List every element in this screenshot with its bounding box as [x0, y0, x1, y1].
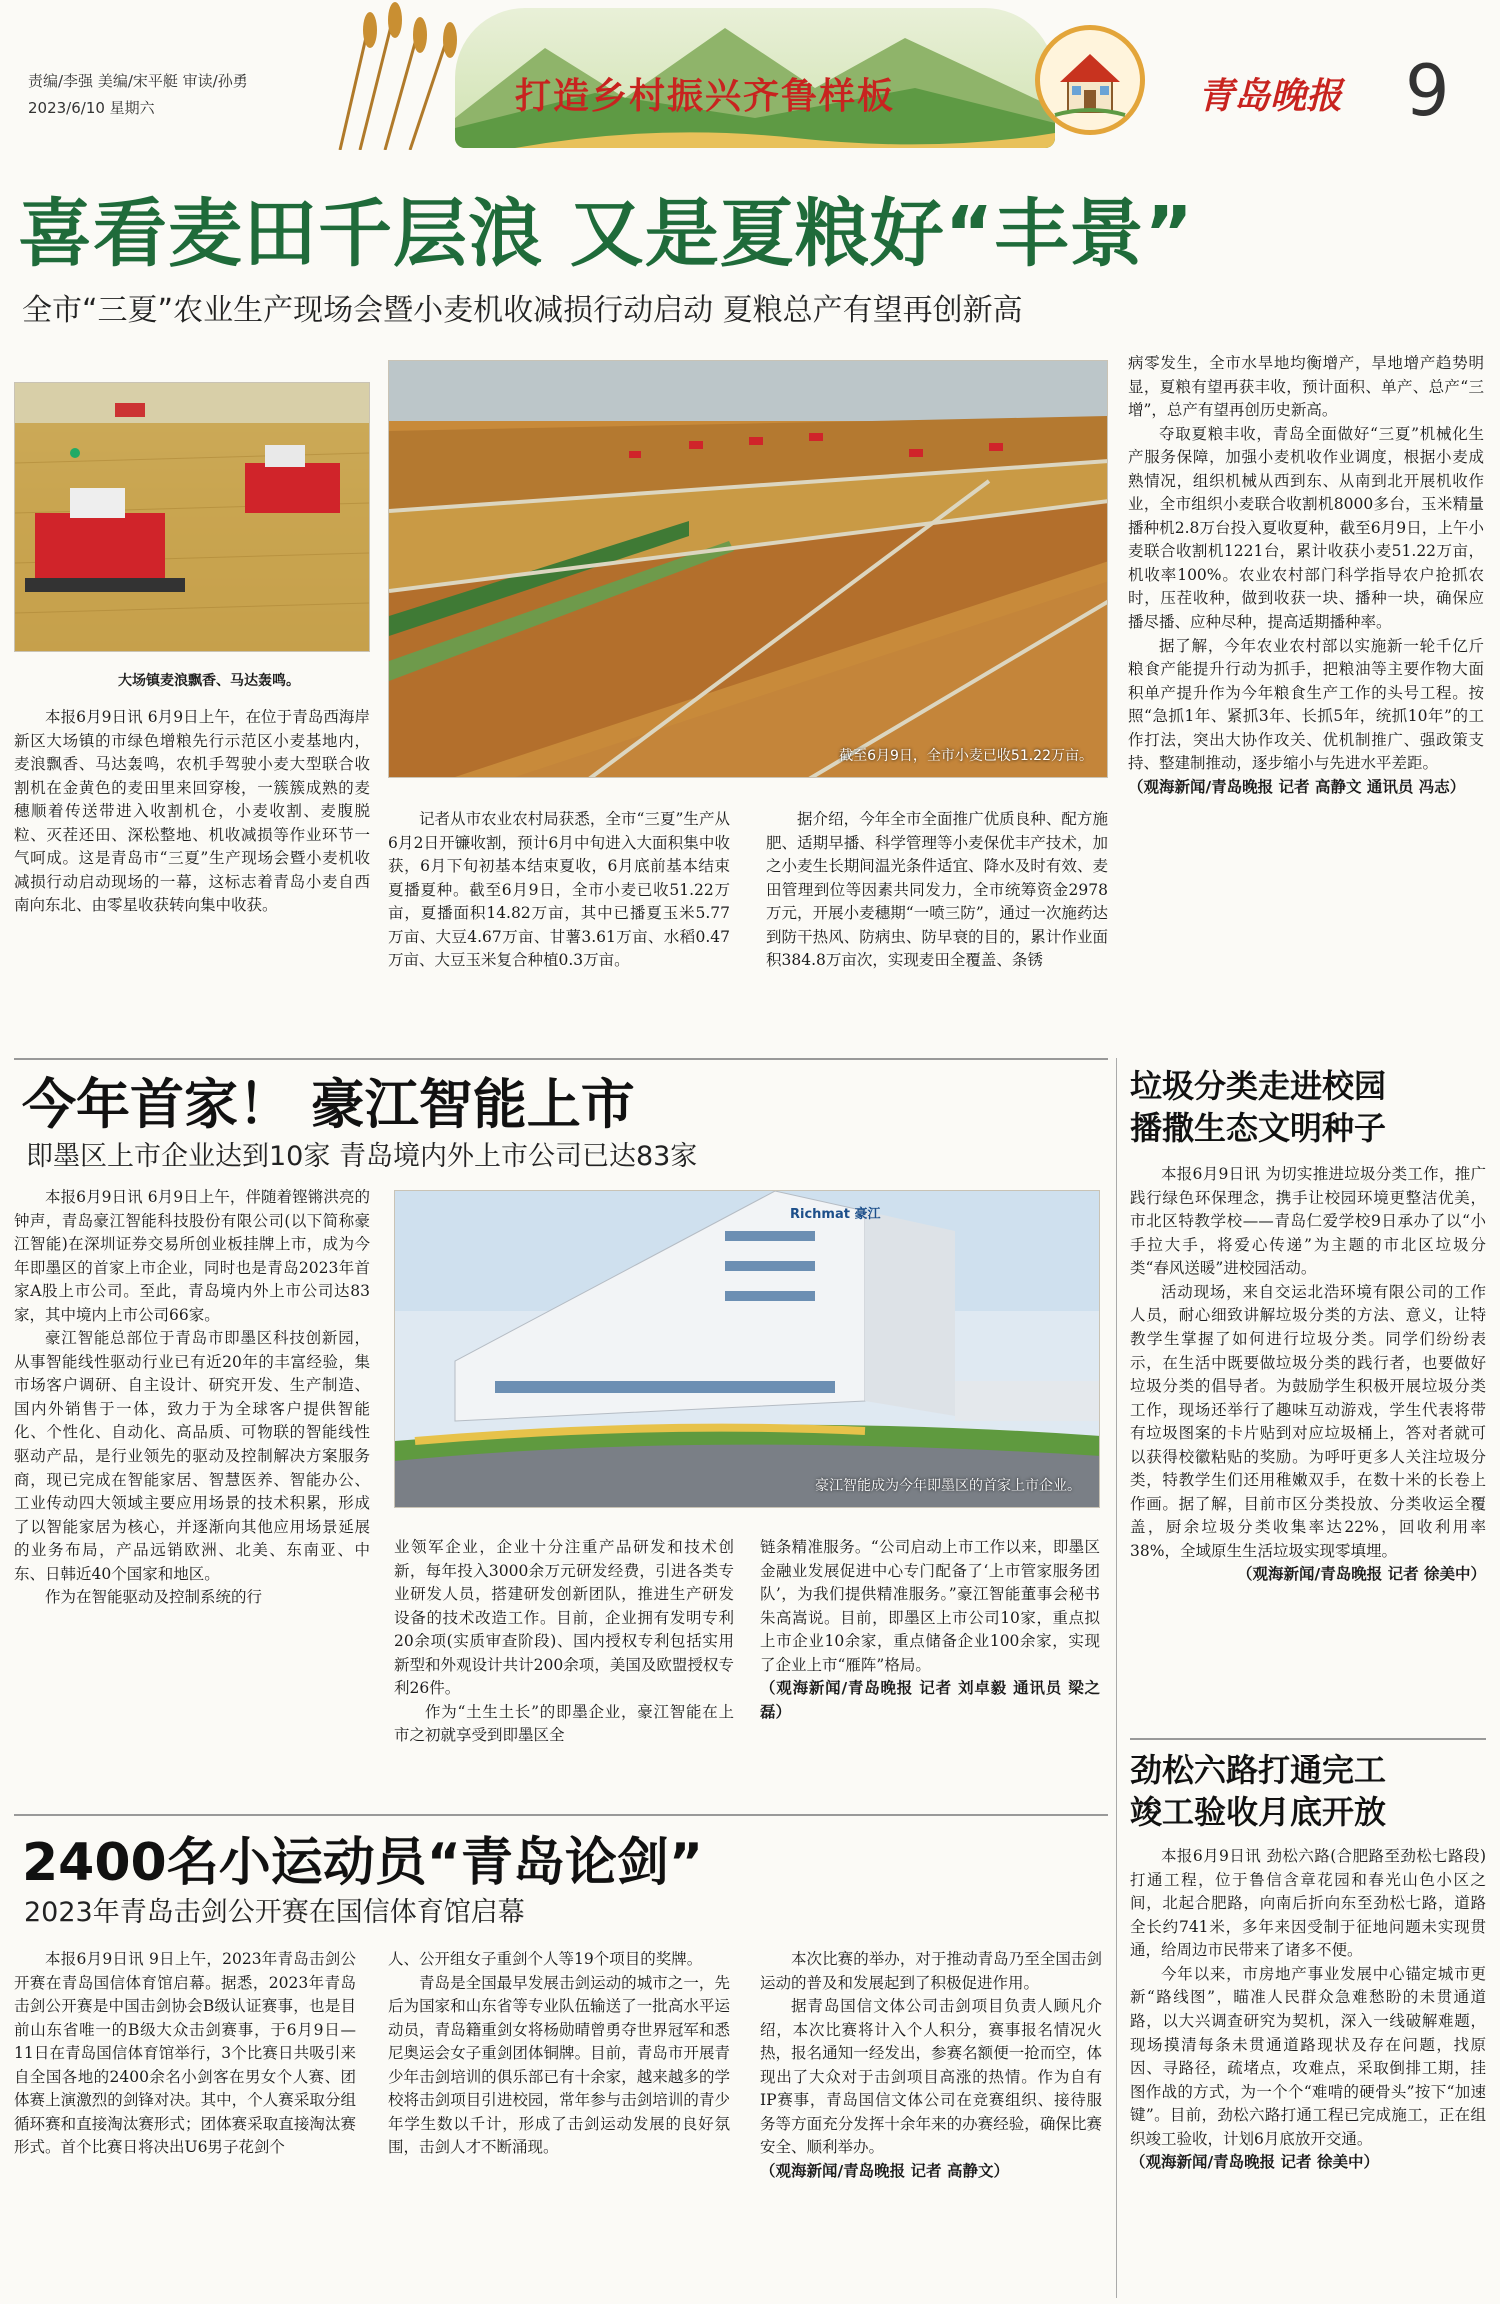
- fencing-col3: [760, 1948, 1102, 2183]
- divider-3: [1130, 1738, 1486, 1740]
- lead-col4c-text: 据了解，今年农业农村部以实施新一轮千亿斤粮食产能提升行动为抓手，把粮油等主要作物大面积单产提升作为今年粮食生产工作的头号工程。按照“急抓1年、紧抓3年、长抓5年，统抓10年”的工作打法，突出大协作攻关、优机制推广、强政策支持、整建制推动，逐步缩小与先进水平差距。: [1128, 636, 1484, 773]
- fencing-subheadline: 2023年青岛击剑公开赛在国信体育馆启幕: [24, 1897, 525, 1928]
- school-headline-2: 播撒生态文明种子: [1130, 1108, 1387, 1147]
- fencing-col1: [14, 1948, 356, 2160]
- date-line: 2023/6/10 星期六: [28, 99, 155, 117]
- lead-col1-text: 本报6月9日讯 6月9日上午，在位于青岛西海岸新区大场镇的市绿色增粮先行示范区小麦基地内，麦浪飘香、马达轰鸣，农机手驾驶小麦大型联合收割机在金黄色的麦田里来回穿梭，一簇簇成熟的麦穗顺着传送带进入收割机仓，小麦收割、麦腹脱粒、灭茬还田、深松整地、机收减损等作业环节一气呵成。这是青岛市“三夏”生产现场会暨小麦机收减损行动启动现场的一幕，这标志着青岛小麦自西南向东北、由零星收获转向集中收获。: [14, 708, 370, 915]
- school-text-a: 本报6月9日讯 为切实推进垃圾分类工作，推广践行绿色环保理念，携手让校园环境更整洁优美，市北区特教学校——青岛仁爱学校9日承办了以“小手拉大手，将爱心传递”为主题的市北区垃圾分类“春风送暖”进校园活动。: [1130, 1165, 1486, 1278]
- school-byline: （观海新闻/青岛晚报 记者 徐美中）: [1237, 1565, 1486, 1584]
- ipo-photo-caption: 豪江智能成为今年即墨区的首家上市企业。: [815, 1478, 1081, 1494]
- ipo-col1: [14, 1186, 370, 1610]
- road-headline-2: 竣工验收月底开放: [1130, 1792, 1387, 1831]
- ipo-headline: 今年首家！ 豪江智能上市: [22, 1073, 635, 1136]
- lead-col4b-text: 夺取夏粮丰收，青岛全面做好“三夏”机械化生产服务保障，加强小麦机收作业调度，根据小麦成熟情况，组织机械从西到东、从南到北开展机收作业，全市组织小麦联合收割机8000多台，玉米精量播种机2.8万台投入夏收夏种，截至6月9日，上午小麦联合收割机1221台，累计收获小麦51.22万亩，机收率100%。农业农村部门科学指导农户抢抓农时，压茬收种，做到收获一块、播种一块，确保应播尽播、应种尽种，提高适期播种率。: [1128, 424, 1484, 632]
- fencing-col3b-text: 据青岛国信文体公司击剑项目负责人顾凡介绍，本次比赛将计入个人积分，赛事报名情况火热，报名通知一经发出，参赛名额便一抢而空，体现出了大众对于击剑项目高涨的热情。作为自有IP赛事，青岛国信文体公司在竞赛组织、接待服务等方面充分发挥十余年来的办赛经验，确保比赛安全、顺利举办。: [760, 1997, 1102, 2157]
- ipo-col1b-text: 豪江智能总部位于青岛市即墨区科技创新园，从事智能线性驱动行业已有近20年的丰富经验，集市场客户调研、自主设计、研究开发、生产制造、国内外销售于一体，致力于为全球客户提供智能化、个性化、自动化、高品质、可物联的智能线性驱动产品，是行业领先的驱动及控制解决方案服务商，现已完成在智能家居、智慧医养、智能办公、工业传动四大领域主要应用场景的技术积累，形成了以智能家居为核心，并逐渐向其他应用场景延展的业务布局，产品远销欧洲、北美、东南亚、中东、日韩近40个国家和地区。: [14, 1329, 370, 1583]
- banner: [455, 8, 1055, 148]
- divider-1: [14, 1058, 1108, 1060]
- fencing-byline: （观海新闻/青岛晚报 记者 高静文）: [760, 2161, 1009, 2180]
- lead-col4: [1128, 352, 1484, 799]
- ipo-col3-text: 链条精准服务。“公司启动上市工作以来，即墨区金融业发展促进中心专门配备了‘上市管家服务团队’，为我们提供精准服务。”豪江智能董事会秘书朱高嵩说。目前，即墨区上市公司10家，重点拟上市企业10余家，重点储备企业100余家，实现了企业上市“雁阵”格局。: [760, 1538, 1100, 1674]
- harvest-photo-aerial: [388, 360, 1108, 778]
- ipo-col2-text: 业领军企业，企业十分注重产品研发和技术创新，每年投入3000余万元研发经费，引进各类专业研发人员，搭建研发创新团队，推进生产研发设备的技术改造工作。目前，企业拥有发明专利20余项(实质审查阶段)、国内授权专利包括实用新型和外观设计共计200余项，美国及欧盟授权专利26件。: [394, 1538, 734, 1698]
- house-icon: [1040, 30, 1140, 130]
- road-text-a: 本报6月9日讯 劲松六路(合肥路至劲松七路段)打通工程，位于鲁信含章花园和春光山色小区之间，北起合肥路，向南后折向东至劲松七路，道路全长约741米，多年来因受制于征地问题未实现贯通，给周边市民带来了诸多不便。: [1130, 1847, 1486, 1960]
- lead-subheadline: 全市“三夏”农业生产现场会暨小麦机收减损行动启动 夏粮总产有望再创新高: [22, 293, 1023, 328]
- ipo-subheadline: 即墨区上市企业达到10家 青岛境内外上市公司已达83家: [26, 1141, 698, 1172]
- factory-sign: Richmat 豪江: [790, 1207, 881, 1222]
- ipo-col2b-text: 作为“土生土长”的即墨企业，豪江智能在上市之初就享受到即墨区全: [394, 1702, 734, 1745]
- school-story: [1130, 1066, 1486, 1587]
- fencing-col2b-text: 青岛是全国最早发展击剑运动的城市之一，先后为国家和山东省等专业队伍输送了一批高水平运动员，青岛籍重剑女将杨勋晴曾勇夺世界冠军和悉尼奥运会女子重剑团体铜牌。目前，青岛市开展青少年击剑培训的俱乐部已有十余家，越来越多的学校将击剑项目引进校园，常年参与击剑培训的青少年学生数以千计，形成了击剑运动发展的良好氛围，击剑人才不断涌现。: [388, 1973, 730, 2157]
- photo1-caption: 大场镇麦浪飘香、马达轰鸣。: [118, 673, 300, 689]
- photo2-caption: 截至6月9日，全市小麦已收51.22万亩。: [839, 748, 1093, 764]
- editors-line: 责编/李强 美编/宋平艇 审读/孙勇: [28, 72, 248, 90]
- lead-col1: [14, 706, 370, 918]
- lead-byline: （观海新闻/青岛晚报 记者 高静文 通讯员 冯志）: [1128, 777, 1466, 796]
- ipo-col1a-text: 本报6月9日讯 6月9日上午，伴随着铿锵洪亮的钟声，青岛豪江智能科技股份有限公司(以下简称豪江智能)在深圳证券交易所创业板挂牌上市，成为今年即墨区的首家上市企业，同时也是青岛2023年首家A股上市公司。至此，青岛境内外上市公司达83家，其中境内上市公司66家。: [14, 1188, 370, 1324]
- house-badge: [1035, 25, 1145, 135]
- road-headline-1: 劲松六路打通完工: [1130, 1751, 1387, 1789]
- road-byline: （观海新闻/青岛晚报 记者 徐美中）: [1130, 2153, 1379, 2172]
- masthead: [0, 0, 1500, 160]
- fencing-headline: 2400名小运动员“青岛论剑”: [22, 1833, 704, 1893]
- school-text-b: 活动现场，来自交运北浩环境有限公司的工作人员，耐心细致讲解垃圾分类的方法、意义，让特教学生掌握了如何进行垃圾分类。同学们纷纷表示，在生活中既要做垃圾分类的践行者，也要做好垃圾分类的倡导者。为鼓励学生积极开展垃圾分类工作，现场还举行了趣味互动游戏，学生代表将带有垃圾图案的卡片贴到对应垃圾桶上，答对者就可以获得校徽粘贴的奖励。为呼吁更多人关注垃圾分类，特教学生们还用稚嫩双手，在数十米的长卷上作画。据了解，目前市区分类投放、分类收运全覆盖，厨余垃圾分类收集率达22%，回收利用率38%，全域原生生活垃圾实现零填埋。: [1130, 1282, 1486, 1560]
- wheat-field-aerial-icon: [389, 361, 1108, 778]
- fencing-col1-text: 本报6月9日讯 9日上午，2023年青岛击剑公开赛在青岛国信体育馆启幕。据悉，2023年青岛击剑公开赛是中国击剑协会B级认证赛事，也是目前山东省唯一的B级大众击剑赛事，于6月9日—11日在青岛国信体育馆举行，3个比赛日共吸引来自全国各地的2400余名小剑客在男女个人赛、团体赛上演激烈的剑锋对决。其中，个人赛采取分组循环赛和直接淘汰赛形式；团体赛采取直接淘汰赛形式。首个比赛日将决出U6男子花剑个: [14, 1950, 356, 2157]
- banner-title: 打造乡村振兴齐鲁样板: [514, 76, 895, 117]
- road-text-b: 今年以来，市房地产事业发展中心锚定城市更新“路线图”，瞄准人民群众急难愁盼的未贯通道路，以大兴调查研究为契机，深入一线破解难题，现场摸清每条未贯通道路现状及存在问题，找原因、寻路径，疏堵点，攻难点，采取倒排工期，挂图作战的方式，为一个个“难啃的硬骨头”按下“加速键”。目前，劲松六路打通工程已完成施工，正在组织竣工验收，计划6月底放开交通。: [1130, 1964, 1486, 2148]
- lead-col3-text: 据介绍，今年全市全面推广优质良种、配方施肥、适期早播、科学管理等小麦保优丰产技术，加之小麦生长期间温光条件适宜、降水及时有效、麦田管理到位等因素共同发力，全市统筹资金2978万元，开展小麦穗期“一喷三防”，通过一次施药达到防干热风、防病虫、防早衰的目的，累计作业面积384.8万亩次，实现麦田全覆盖、条锈: [766, 810, 1108, 970]
- ipo-col2: [394, 1536, 734, 1748]
- page-number: 9: [1405, 50, 1450, 132]
- factory-photo: [394, 1190, 1100, 1508]
- lead-col2: [388, 808, 730, 973]
- lead-col3: [766, 808, 1108, 973]
- lead-col2-text: 记者从市农业农村局获悉，全市“三夏”生产从6月2日开镰收割，预计6月中旬进入大面积集中收获，6月下旬初基本结束夏收，6月底前基本结束夏播夏种。截至6月9日，全市小麦已收51.22万亩，夏播面积14.82万亩，其中已播夏玉米5.77万亩、大豆4.67万亩、甘薯3.61万亩、水稻0.47万亩、大豆玉米复合种植0.3万亩。: [388, 810, 730, 970]
- divider-2: [14, 1814, 1108, 1816]
- road-story: [1130, 1750, 1486, 2175]
- paper-name: 青岛晚报: [1198, 75, 1343, 117]
- fencing-col3a-text: 本次比赛的举办，对于推动青岛乃至全国击剑运动的普及和发展起到了积极促进作用。: [760, 1950, 1102, 1992]
- combine-harvester-icon: [15, 383, 370, 652]
- harvest-photo-small: [14, 382, 370, 652]
- fencing-col2: [388, 1948, 730, 2160]
- ipo-col1c-text: 作为在智能驱动及控制系统的行: [45, 1588, 263, 1607]
- lead-headline: 喜看麦田千层浪 又是夏粮好“丰景”: [18, 191, 1195, 277]
- ipo-byline: （观海新闻/青岛晚报 记者 刘卓毅 通讯员 梁之磊）: [760, 1679, 1100, 1721]
- divider-vertical: [1116, 1058, 1117, 2298]
- lead-col4a-text: 病零发生，全市水旱地均衡增产，旱地增产趋势明显，夏粮有望再获丰收，预计面积、单产、总产“三增”，总产有望再创历史新高。: [1128, 354, 1484, 420]
- ipo-col3: [760, 1536, 1100, 1724]
- fencing-col2a-text: 人、公开组女子重剑个人等19个项目的奖牌。: [388, 1950, 703, 1968]
- factory-building-icon: [395, 1191, 1100, 1508]
- school-headline-1: 垃圾分类走进校园: [1130, 1067, 1387, 1105]
